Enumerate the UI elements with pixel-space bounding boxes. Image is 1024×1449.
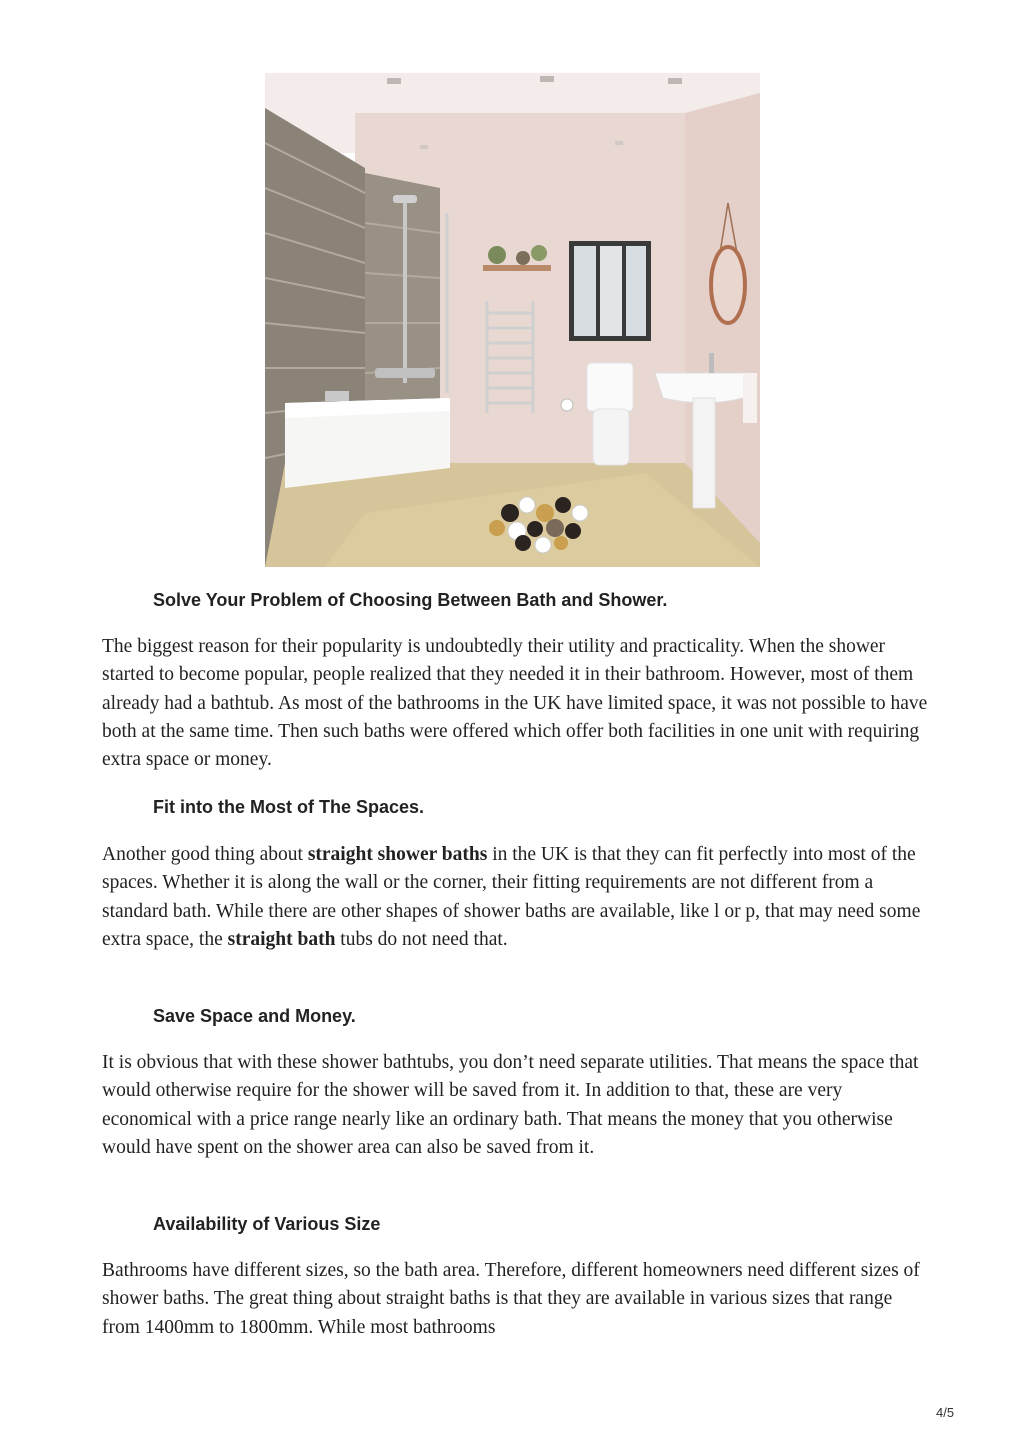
section-body-fit-spaces (102, 841, 932, 954)
section-body-save-space: It is obvious that with these shower bathtubs, you don’t need separate utilities. That means the space that would otherwise require for the shower will be saved from it. In addition to that, these are very economical with a price range nearly like an ordinary bath. That means the money that you otherwise would have spent on the shower area can also be saved from it. (102, 1052, 919, 1158)
section-heading-save-space: Save Space and Money. (153, 1006, 356, 1026)
section-heading-bath-shower: Solve Your Problem of Choosing Between Bath and Shower. (153, 590, 668, 610)
text-run: tubs do not need that. (335, 928, 508, 950)
section-body-bath-shower: The biggest reason for their popularity is undoubtedly their utility and practicality. When the shower started to become popular, people realized that they needed it in their bathroom. However, most of them already had a bathtub. As most of the bathrooms in the UK have limited space, it was not possible to have both at the same time. Then such baths were offered which offer both facilities in one unit with requiring extra space or money. (102, 636, 928, 771)
text-run: in the UK is that they can fit perfectly into most of the spaces. Whether it is along the wall or the corner, their fitting requirements are not different from a standard bath. While there are other shapes of shower baths are available, like l or p, that may need some extra space, the (102, 844, 921, 950)
bold-keyword-straight-bath: straight bath (227, 928, 336, 950)
page-number: 4/5 (936, 1405, 955, 1420)
section-heading-various-size: Availability of Various Size (153, 1214, 381, 1234)
bold-keyword-straight-shower-baths: straight shower baths (307, 844, 488, 865)
bathroom-photo (265, 73, 760, 567)
section-body-various-size: Bathrooms have different sizes, so the bath area. Therefore, different homeowners need different sizes of shower baths. The great thing about straight baths is that they are available in various sizes that range from 1400mm to 1800mm. While most bathrooms (102, 1260, 920, 1338)
section-heading-fit-spaces: Fit into the Most of The Spaces. (153, 797, 425, 817)
text-run: Another good thing about (102, 844, 308, 865)
